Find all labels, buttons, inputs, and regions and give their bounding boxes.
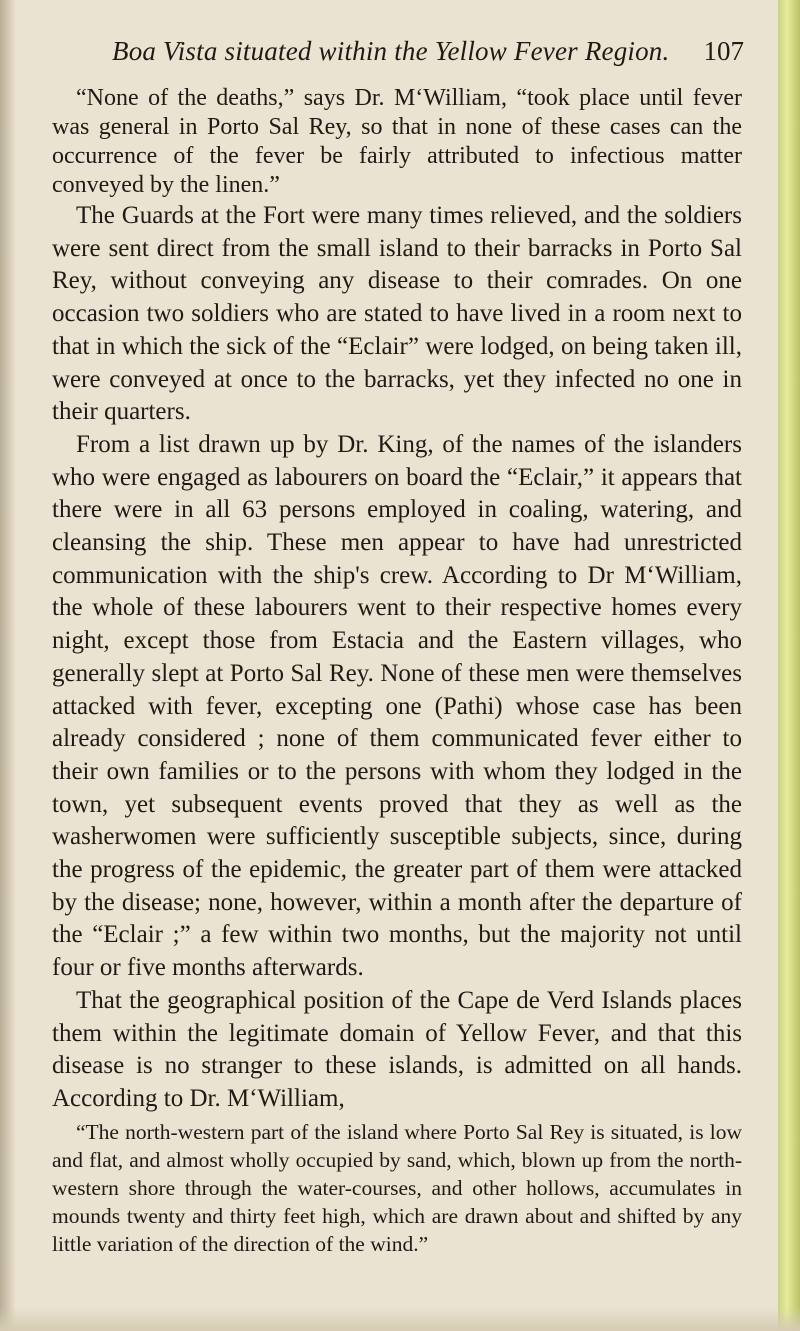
paragraph-guards: The Guards at the Fort were many times relieved, and the soldiers were sent direct from the small island to their barracks in Porto Sal Rey, without conveying any disease to their comrades. On one occasion two soldiers who are stated to have lived in a room next to that in which the sick of the “Eclair” were lodged, on being taken ill, were conveyed at once to the barracks, yet they infected no one in their quarters. [52, 202, 742, 426]
page-bottom-shadow [0, 1307, 800, 1331]
page-gutter-shadow [0, 0, 16, 1331]
running-head [52, 36, 742, 76]
page-number: 107 [703, 36, 744, 66]
page-edge-strip [778, 0, 800, 1331]
running-title: Boa Vista situated within the Yellow Fever Region. [112, 36, 670, 66]
paragraph-linen-quote: “None of the deaths,” says Dr. M‘William, “took place until fever was general in Porto Sal Rey, so that in none of these cases can the occurrence of the fever be fairly attributed to infectious matter conveyed by the linen.” [52, 85, 742, 198]
body-text [52, 84, 742, 1258]
paragraph-labourers: From a list drawn up by Dr. King, of the names of the islanders who were engaged as labourers on board the “Eclair,” it appears that there were in all 63 persons employed in coaling, watering, and cleansing the ship. These men appear to have had unrestricted communication with the ship's crew. According to Dr M‘William, the whole of these labourers went to their respective homes every night, except those from Estacia and the Eastern villages, who generally slept at Porto Sal Rey. None of these men were themselves attacked with fever, excepting one (Pathi) whose case has been already considered ; none of them communicated fever either to their own families or to the persons with whom they lodged in the town, yet subsequent events proved that they as well as the washerwomen were sufficiently susceptible subjects, since, during the progress of the epidemic, the greater part of them were attacked by the disease; none, however, within a month after the departure of the “Eclair ;” a few within two months, but the majority not until four or five months afterwards. [52, 430, 742, 982]
paragraph-sand-quote: “The north-western part of the island where Porto Sal Rey is situated, is low and flat, and almost wholly occupied by sand, which, blown up from the north-western shore through the water-courses, and other hollows, accumulates in mounds twenty and thirty feet high, which are drawn about and shifted by any little variation of the direction of the wind.” [52, 1119, 742, 1256]
book-page [52, 36, 742, 1258]
paragraph-geography: That the geographical position of the Cape de Verd Islands places them within the legitimate domain of Yellow Fever, and that this disease is no stranger to these islands, is admitted on all hands. According to Dr. M‘William, [52, 986, 742, 1112]
